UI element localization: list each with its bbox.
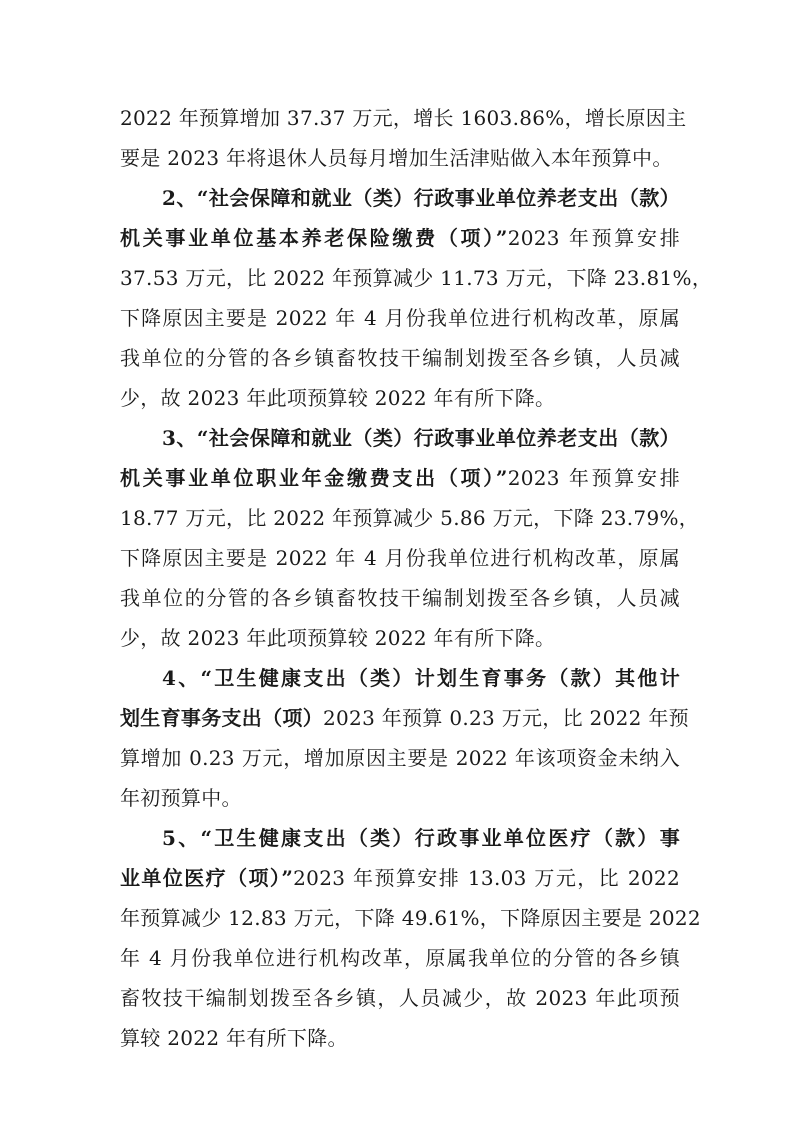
body-text: 少，故 2023 年此项预算较 2022 年有所下降。 [120,626,556,650]
bold-heading-text: 4、“卫生健康支出（类）计划生育事务（款）其他计 [162,666,680,690]
text-line [120,578,680,618]
body-text: 算增加 0.23 万元，增加原因主要是 2022 年该项资金未纳入 [120,746,680,770]
text-line [120,98,687,138]
body-text: 我单位的分管的各乡镇畜牧技干编制划拨至各乡镇，人员减 [120,346,680,370]
text-line [120,658,680,698]
text-line [120,258,713,298]
body-text: 畜牧技干编制划拨至各乡镇，人员减少，故 2023 年此项预 [120,986,680,1010]
bold-heading-text: 划生育事务支出（项） [120,706,323,730]
text-line [120,138,680,178]
document-page [120,98,713,1058]
body-text: 下降原因主要是 2022 年 4 月份我单位进行机构改革，原属 [120,306,680,330]
body-text: 18.77 万元，比 2022 年预算减少 5.86 万元，下降 23.79%， [120,506,700,530]
text-line [120,978,680,1018]
paragraph [120,98,687,178]
text-line [120,618,680,658]
body-text: 2023 年预算安排 [507,466,680,490]
body-text: 年初预算中。 [120,786,242,810]
paragraph [120,418,700,658]
text-line [120,738,680,778]
bold-heading-text: 机关事业单位基本养老保险缴费（项）” [120,226,508,250]
text-line [120,338,680,378]
body-text: 算较 2022 年有所下降。 [120,1026,348,1050]
body-text: 年 4 月份我单位进行机构改革，原属我单位的分管的各乡镇 [120,946,680,970]
text-line [120,1018,680,1058]
text-line [120,858,680,898]
body-text: 2023 年预算安排 [507,226,680,250]
text-line [120,178,680,218]
bold-heading-text: 5、“卫生健康支出（类）行政事业单位医疗（款）事 [162,826,680,850]
body-text: 下降原因主要是 2022 年 4 月份我单位进行机构改革，原属 [120,546,680,570]
text-line [120,298,680,338]
text-line [120,378,680,418]
body-text: 年预算减少 12.83 万元，下降 49.61%，下降原因主要是 2022 [120,906,701,930]
text-line [120,498,700,538]
text-line [120,538,680,578]
text-line [120,418,680,458]
body-text: 37.53 万元，比 2022 年预算减少 11.73 万元，下降 23.81%， [120,266,713,290]
text-line [120,218,680,258]
body-text: 2023 年预算 0.23 万元，比 2022 年预 [323,706,689,730]
text-line [120,938,680,978]
bold-heading-text: 机关事业单位职业年金缴费支出（项）” [120,466,508,490]
bold-heading-text: 业单位医疗（项）” [120,866,294,890]
text-line [120,898,701,938]
text-line [120,698,689,738]
text-line [120,458,680,498]
body-text: 2022 年预算增加 37.37 万元，增长 1603.86%，增长原因主 [120,106,687,130]
paragraph [120,178,713,418]
body-text: 要是 2023 年将退休人员每月增加生活津贴做入本年预算中。 [120,146,673,170]
text-line [120,818,680,858]
text-line [120,778,680,818]
body-text: 少，故 2023 年此项预算较 2022 年有所下降。 [120,386,556,410]
paragraph [120,818,701,1058]
body-text: 我单位的分管的各乡镇畜牧技干编制划拨至各乡镇，人员减 [120,586,680,610]
bold-heading-text: 2、“社会保障和就业（类）行政事业单位养老支出（款） [162,186,680,210]
bold-heading-text: 3、“社会保障和就业（类）行政事业单位养老支出（款） [162,426,680,450]
body-text: 2023 年预算安排 13.03 万元，比 2022 [293,866,680,890]
paragraph [120,658,689,818]
